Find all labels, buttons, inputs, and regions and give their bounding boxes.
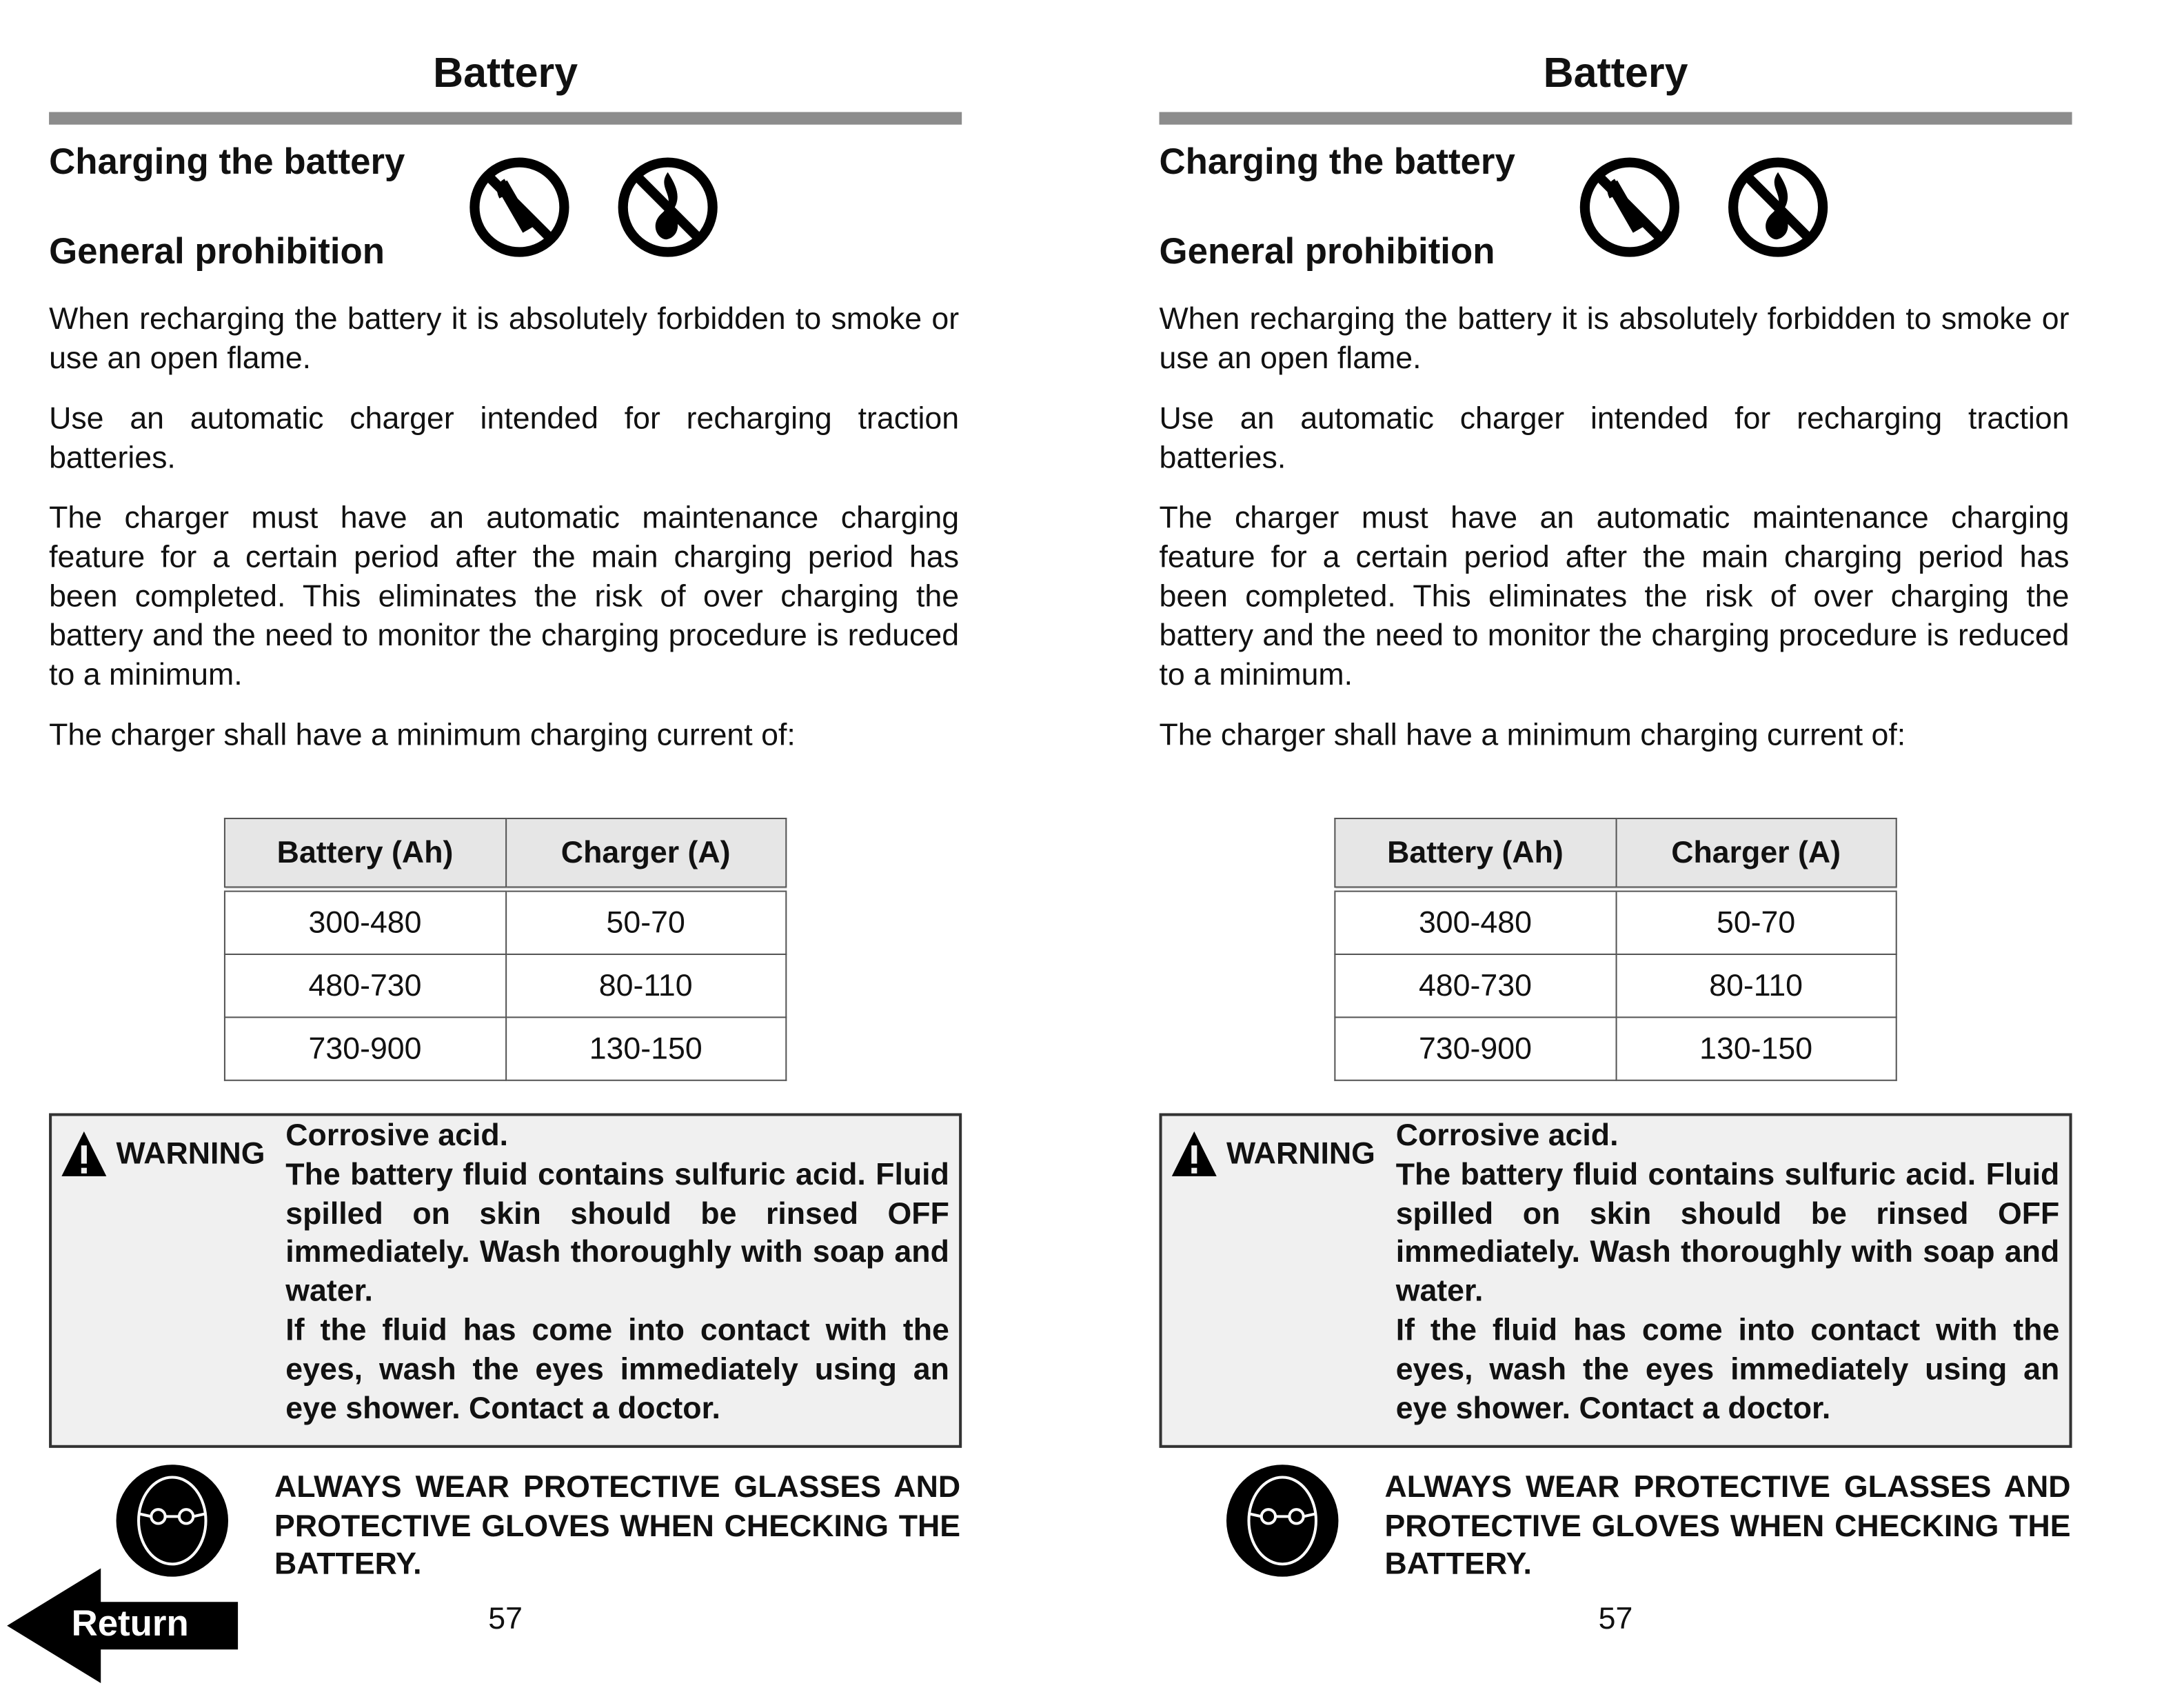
page-number: 57 [1598, 1600, 1633, 1636]
subsection-title: General prohibition [49, 230, 385, 272]
paragraph: The charger must have an automatic maintenance charging feature for a certain period after the main charging period has been completed. This eliminates the risk of over charging the battery and the need to monitor the charging procedure is reduced to a minimum. [1159, 499, 2070, 692]
table-cell: 80-110 [505, 954, 786, 1017]
paragraph: The charger shall have a minimum charging current of: [49, 716, 796, 752]
table-cell: 80-110 [1616, 954, 1897, 1017]
warning-line: Corrosive acid. [1395, 1117, 1619, 1153]
table-cell: 50-70 [1616, 889, 1897, 954]
warning-line: The battery fluid contains sulfuric acid. Fluid spilled on skin should be rinsed OFF immediately. Wash thoroughly with soap and water. [1395, 1156, 2060, 1309]
table-row [225, 954, 786, 1017]
table-cell: 730-900 [225, 1017, 505, 1080]
warning-line: The battery fluid contains sulfuric acid. Fluid spilled on skin should be rinsed OFF immediately. Wash thoroughly with soap and water. [285, 1156, 949, 1309]
warning-box [49, 1113, 962, 1447]
wear-eye-protection-icon [115, 1463, 230, 1578]
table-cell: 130-150 [505, 1017, 786, 1080]
no-open-flame-icon [1726, 155, 1830, 259]
warning-line: Corrosive acid. [285, 1117, 509, 1153]
return-label: Return [71, 1602, 189, 1644]
charging-current-table [1334, 818, 1897, 1081]
page-number: 57 [488, 1600, 523, 1636]
table-header-row [1335, 818, 1896, 889]
column-header: Charger (A) [505, 818, 786, 889]
column-header: Battery (Ah) [225, 818, 505, 889]
paragraph: The charger shall have a minimum charging current of: [1159, 716, 1906, 752]
section-title: Charging the battery [49, 140, 405, 183]
warning-label: WARNING [116, 1135, 265, 1171]
subsection-title: General prohibition [1159, 230, 1495, 272]
table-cell: 480-730 [225, 954, 505, 1017]
table-row [225, 1017, 786, 1080]
table-cell: 130-150 [1616, 1017, 1897, 1080]
warning-line: If the fluid has come into contact with the eyes, wash the eyes immediately using an eye shower. Contact a doctor. [1395, 1311, 2060, 1425]
no-smoking-icon [1578, 155, 1681, 259]
table-header-row [225, 818, 786, 889]
title-divider [49, 112, 962, 124]
table-cell: 300-480 [1335, 889, 1615, 954]
paragraph: Use an automatic charger intended for recharging traction batteries. [1159, 400, 2070, 475]
warning-triangle-icon [1171, 1130, 1218, 1178]
warning-label-group [60, 1130, 265, 1178]
warning-line: If the fluid has come into contact with the eyes, wash the eyes immediately using an eye shower. Contact a doctor. [285, 1311, 949, 1425]
column-header: Battery (Ah) [1335, 818, 1615, 889]
page-title: Battery [1543, 50, 1688, 97]
paragraph: Use an automatic charger intended for recharging traction batteries. [49, 400, 960, 475]
ppe-notice: ALWAYS WEAR PROTECTIVE GLASSES AND PROTECTIVE GLOVES WHEN CHECKING THE BATTERY. [274, 1469, 961, 1582]
table-row [225, 889, 786, 954]
page-title: Battery [433, 50, 578, 97]
warning-box [1160, 1113, 2072, 1447]
warning-text [1396, 1116, 2060, 1428]
no-open-flame-icon [616, 155, 720, 259]
paragraph: When recharging the battery it is absolutely forbidden to smoke or use an open flame. [49, 301, 960, 376]
paragraph: When recharging the battery it is absolutely forbidden to smoke or use an open flame. [1159, 301, 2070, 376]
page-left [49, 0, 962, 1687]
wear-eye-protection-icon [1225, 1463, 1340, 1578]
table-row [1335, 889, 1896, 954]
warning-text [285, 1116, 949, 1428]
column-header: Charger (A) [1616, 818, 1897, 889]
table-row [1335, 954, 1896, 1017]
title-divider [1160, 112, 2072, 124]
table-cell: 50-70 [505, 889, 786, 954]
table-row [1335, 1017, 1896, 1080]
paragraph: The charger must have an automatic maintenance charging feature for a certain period after the main charging period has been completed. This eliminates the risk of over charging the battery and the need to monitor the charging procedure is reduced to a minimum. [49, 499, 960, 692]
section-title: Charging the battery [1159, 140, 1515, 183]
table-cell: 480-730 [1335, 954, 1615, 1017]
ppe-notice: ALWAYS WEAR PROTECTIVE GLASSES AND PROTECTIVE GLOVES WHEN CHECKING THE BATTERY. [1384, 1469, 2071, 1582]
charging-current-table [224, 818, 787, 1081]
return-button[interactable] [7, 1568, 238, 1683]
warning-label-group [1171, 1130, 1375, 1178]
warning-label: WARNING [1226, 1135, 1375, 1171]
table-cell: 300-480 [225, 889, 505, 954]
no-smoking-icon [467, 155, 571, 259]
table-cell: 730-900 [1335, 1017, 1615, 1080]
page-right [1160, 0, 2072, 1687]
warning-triangle-icon [60, 1130, 108, 1178]
